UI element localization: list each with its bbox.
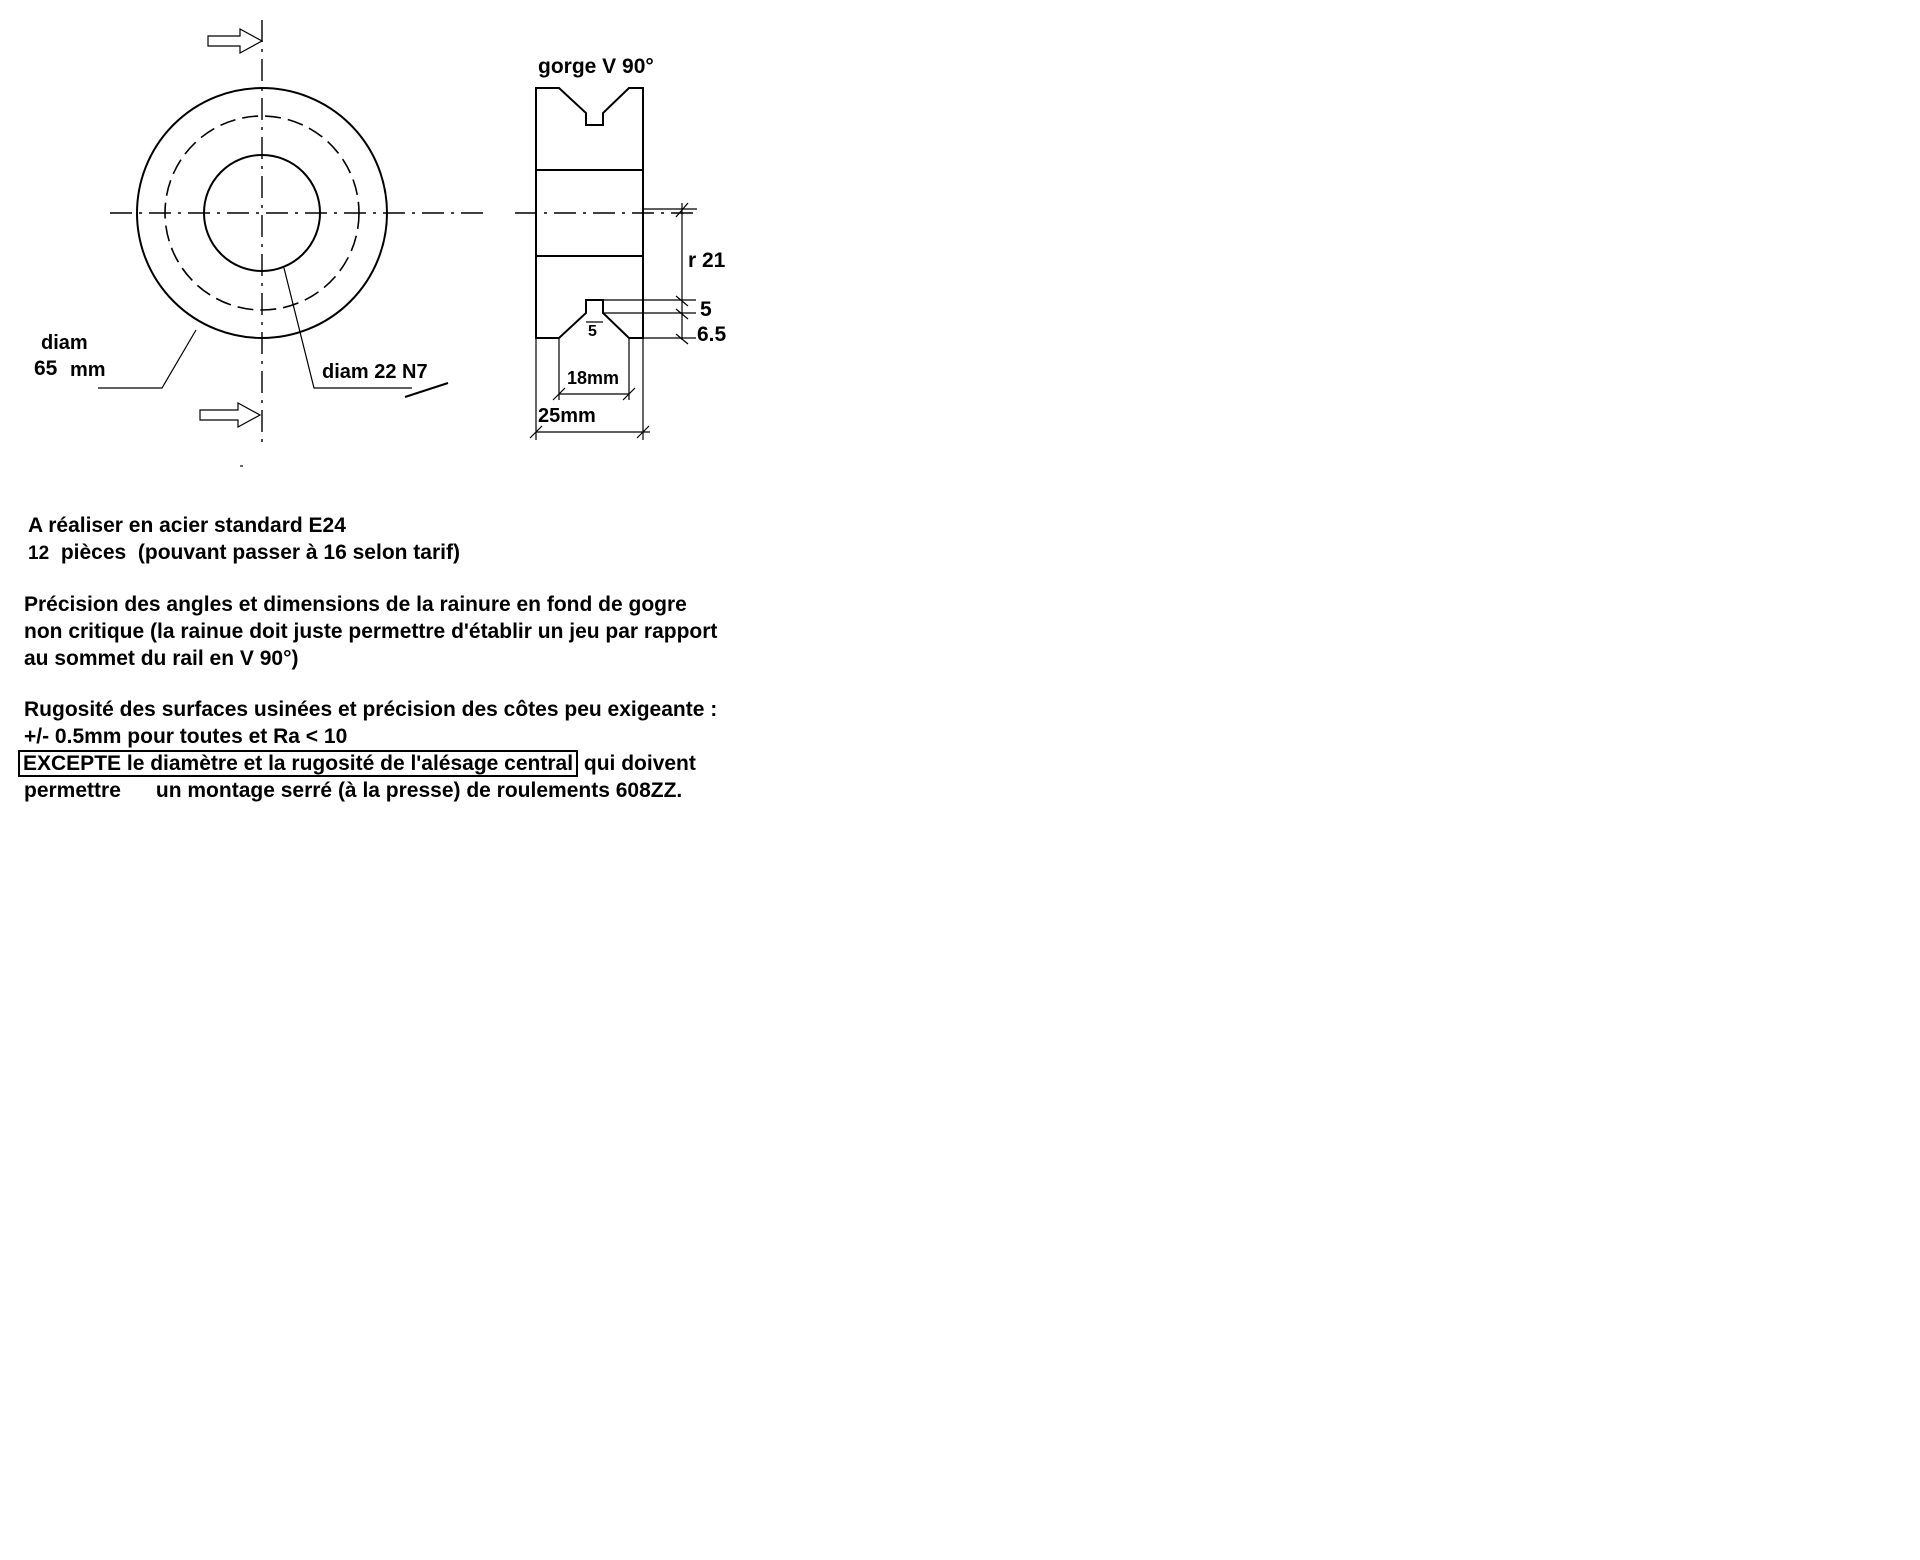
- total-width-label: 25mm: [538, 405, 596, 427]
- notes-block: [24, 512, 824, 804]
- final-line: [24, 777, 824, 804]
- groove-inner-label: 5: [588, 323, 597, 340]
- final-line-a: permettre: [24, 779, 121, 802]
- groove-width-label: 18mm: [567, 368, 620, 388]
- rugosity-line-2: +/- 0.5mm pour toutes et Ra < 10: [24, 725, 348, 748]
- groove-depth-label: 5: [700, 298, 712, 321]
- front-view: [34, 20, 485, 466]
- section-arrow-top-icon: [208, 29, 262, 53]
- outer-diameter-label-1: diam: [41, 332, 88, 354]
- technical-drawing: [0, 0, 1920, 500]
- precision-line-2: non critique (la rainue doit juste permettre d'établir un jeu par rapport: [24, 620, 718, 643]
- material-line: A réaliser en acier standard E24: [28, 514, 346, 537]
- exception-line: [24, 750, 824, 777]
- quantity-line: [28, 539, 824, 567]
- outer-diameter-leader: [98, 330, 196, 388]
- precision-line-3: au sommet du rail en V 90°): [24, 647, 299, 670]
- bore-diameter-label: diam 22 N7: [322, 361, 428, 383]
- radius-label: r 21: [688, 249, 726, 272]
- section-view: [515, 55, 727, 440]
- section-arrow-bottom-icon: [200, 403, 260, 427]
- final-line-b: un montage serré (à la presse) de roulements 608ZZ.: [155, 779, 683, 802]
- quantity-note: (pouvant passer à 16 selon tarif): [137, 541, 460, 564]
- groove-total-depth-label: 6.5: [697, 323, 727, 346]
- outer-diameter-label-unit: mm: [70, 359, 106, 381]
- quantity-text: pièces: [60, 541, 127, 564]
- quantity-number: 12: [28, 543, 50, 564]
- section-title: gorge V 90°: [538, 55, 654, 78]
- section-top-body: [536, 88, 643, 170]
- exception-rest-text: qui doivent: [578, 752, 696, 775]
- outer-diameter-label-value: 65: [34, 357, 58, 380]
- exception-boxed-text: EXCEPTE le diamètre et la rugosité de l'alésage central: [18, 750, 578, 777]
- rugosity-line-1: Rugosité des surfaces usinées et précision des côtes peu exigeante :: [24, 698, 718, 721]
- section-bore: [536, 170, 643, 256]
- bore-circle: [204, 155, 320, 271]
- precision-line-1: Précision des angles et dimensions de la rainure en fond de gogre: [24, 593, 687, 616]
